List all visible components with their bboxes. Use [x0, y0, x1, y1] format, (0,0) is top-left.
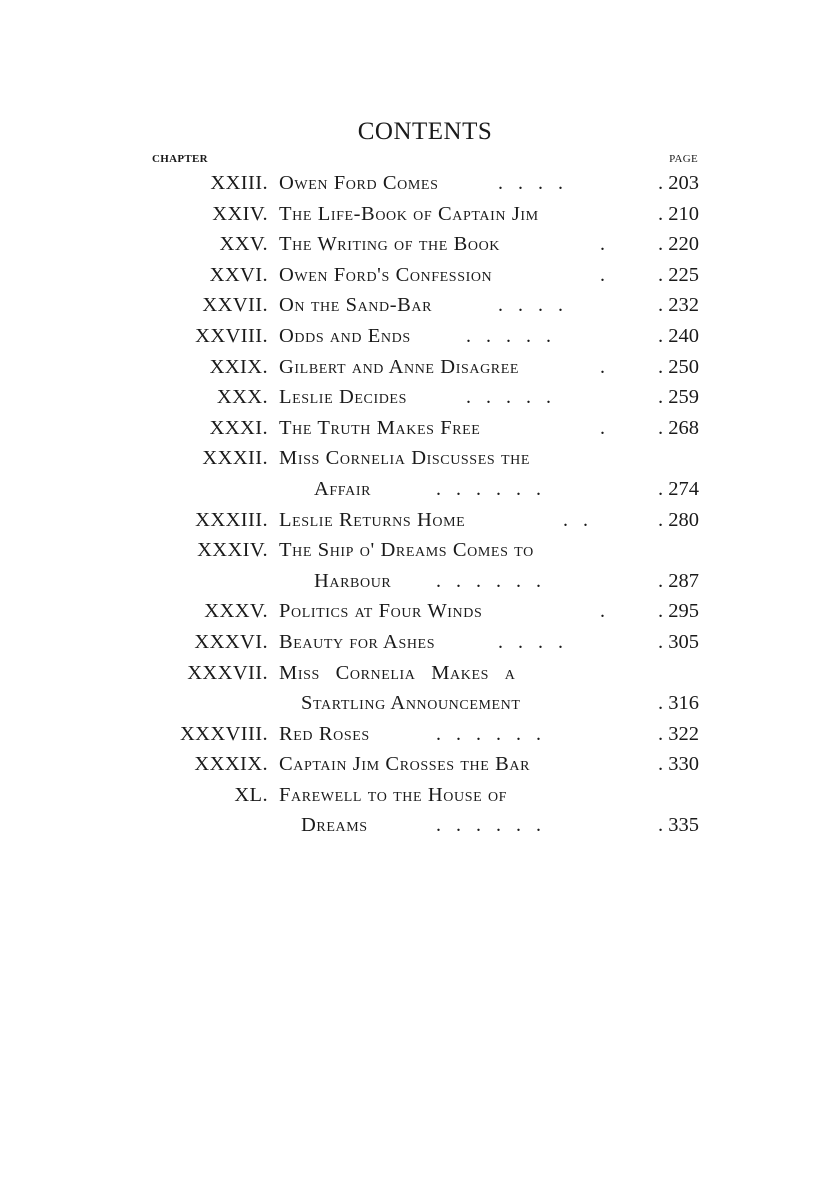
toc-entry	[0, 352, 840, 383]
toc-entry	[0, 535, 840, 566]
chapter-title: Owen Ford Comes	[279, 172, 439, 194]
dot-leaders: ......	[436, 722, 556, 745]
chapter-number: XXXIII.	[195, 508, 268, 531]
toc-entry-continuation	[0, 566, 840, 597]
page-number: . 203	[658, 172, 699, 194]
toc-entry	[0, 199, 840, 230]
page-number: . 316	[658, 692, 699, 715]
chapter-number: XXIII.	[210, 172, 268, 194]
dot-leaders: .	[600, 416, 620, 439]
chapter-number: XXXII.	[202, 447, 268, 470]
dot-leaders: ....	[498, 630, 578, 653]
chapter-title: Farewell to the House of	[279, 783, 508, 806]
toc-entry	[0, 443, 840, 474]
chapter-title: Red Roses	[279, 722, 370, 745]
page-number: . 295	[658, 600, 699, 623]
chapter-number: XXX.	[216, 386, 268, 409]
dot-leaders: .	[600, 263, 620, 286]
toc-entry	[0, 719, 840, 750]
chapter-title: Beauty for Ashes	[279, 630, 436, 653]
chapter-number: XXXV.	[204, 600, 268, 623]
chapter-number: XXV.	[219, 233, 268, 256]
toc-entry	[0, 168, 840, 199]
chapter-title: Leslie Decides	[279, 386, 407, 409]
toc-entry	[0, 780, 840, 811]
dot-leaders: .	[600, 355, 620, 378]
dot-leaders: ..	[563, 508, 603, 531]
dot-leaders: .....	[466, 386, 566, 409]
toc-entry	[0, 505, 840, 536]
chapter-title-continuation: Harbour	[314, 569, 392, 592]
chapter-column-header: CHAPTER	[152, 153, 208, 165]
toc-list	[0, 168, 840, 841]
chapter-number: XXVII.	[202, 294, 268, 317]
dot-leaders: ....	[498, 294, 578, 317]
toc-entry	[0, 229, 840, 260]
chapter-title: Gilbert and Anne Disagree	[279, 355, 520, 378]
dot-leaders: ....	[498, 172, 578, 194]
toc-entry	[0, 290, 840, 321]
page-number: . 305	[658, 630, 699, 653]
dot-leaders: ......	[436, 477, 556, 500]
chapter-number: XXXIV.	[197, 539, 268, 562]
chapter-number: XL.	[234, 783, 268, 806]
page-number: . 330	[658, 753, 699, 776]
page-number: . 220	[658, 233, 699, 256]
chapter-title: Captain Jim Crosses the Bar	[279, 753, 531, 776]
page-number: . 250	[658, 355, 699, 378]
chapter-number: XXIV.	[212, 202, 268, 225]
toc-entry	[0, 321, 840, 352]
chapter-title: Politics at Four Winds	[279, 600, 483, 623]
page-title: CONTENTS	[357, 118, 493, 145]
chapter-number: XXIX.	[209, 355, 268, 378]
chapter-number: XXXVII.	[187, 661, 268, 684]
chapter-title: Miss Cornelia Makes a	[279, 661, 516, 684]
page-number: . 232	[658, 294, 699, 317]
toc-entry-continuation	[0, 474, 840, 505]
page-number: . 274	[658, 477, 699, 500]
toc-entry	[0, 749, 840, 780]
chapter-title: The Life-Book of Captain Jim	[279, 202, 539, 225]
dot-leaders: .....	[466, 324, 566, 347]
toc-entry	[0, 658, 840, 689]
toc-entry	[0, 413, 840, 444]
page-number: . 268	[658, 416, 699, 439]
chapter-title: The Truth Makes Free	[279, 416, 481, 439]
chapter-number: XXXVI.	[194, 630, 268, 653]
page-number: . 280	[658, 508, 699, 531]
page-number: . 210	[658, 202, 699, 225]
toc-entry-continuation	[0, 688, 840, 719]
chapter-title: Leslie Returns Home	[279, 508, 466, 531]
dot-leaders: .	[600, 600, 620, 623]
chapter-title: Owen Ford's Confession	[279, 263, 493, 286]
dot-leaders: ......	[436, 569, 556, 592]
toc-entry-continuation	[0, 810, 840, 841]
chapter-title: On the Sand-Bar	[279, 294, 433, 317]
chapter-title: Miss Cornelia Discusses the	[279, 447, 530, 470]
chapter-number: XXXI.	[209, 416, 268, 439]
toc-entry	[0, 382, 840, 413]
toc-entry	[0, 596, 840, 627]
page-number: . 259	[658, 386, 699, 409]
page-number: . 287	[658, 569, 699, 592]
chapter-title-continuation: Startling Announcement	[301, 692, 521, 715]
toc-entry	[0, 627, 840, 658]
dot-leaders: ......	[436, 814, 556, 837]
page-column-header: PAGE	[669, 153, 698, 165]
page-number: . 335	[658, 814, 699, 837]
chapter-number: XXXIX.	[194, 753, 268, 776]
chapter-number: XXVIII.	[195, 324, 268, 347]
chapter-title-continuation: Affair	[314, 477, 372, 500]
chapter-title: Odds and Ends	[279, 324, 411, 347]
chapter-title-continuation: Dreams	[301, 814, 368, 837]
toc-entry	[0, 260, 840, 291]
chapter-number: XXVI.	[209, 263, 268, 286]
page-number: . 225	[658, 263, 699, 286]
chapter-title: The Writing of the Book	[279, 233, 501, 256]
chapter-number: XXXVIII.	[179, 722, 268, 745]
page-number: . 240	[658, 324, 699, 347]
page-number: . 322	[658, 722, 699, 745]
dot-leaders: .	[600, 233, 620, 256]
chapter-title: The Ship o' Dreams Comes to	[279, 539, 534, 562]
